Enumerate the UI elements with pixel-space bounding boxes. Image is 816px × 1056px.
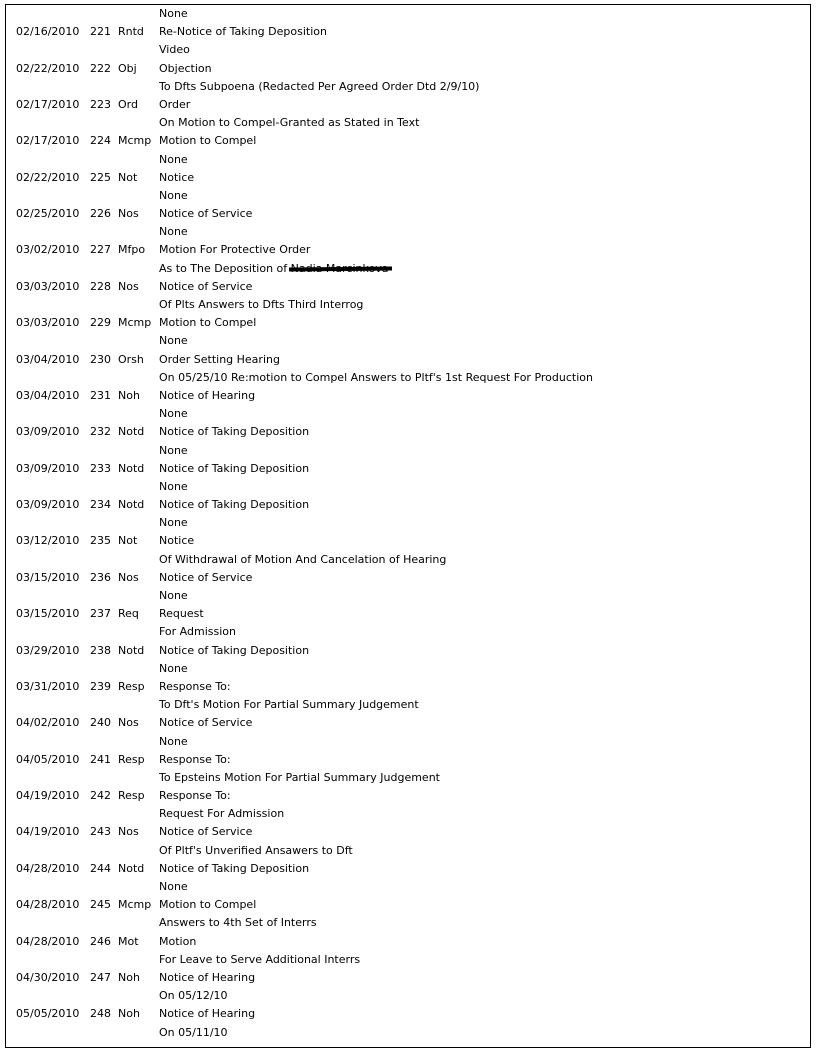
entry-number: 238 <box>90 643 111 657</box>
entry-detail-text: None <box>159 407 188 421</box>
entry-title: Response To: <box>159 789 231 803</box>
entry-title: Notice of Hearing <box>159 970 256 984</box>
entry-number: 235 <box>90 534 111 548</box>
entry-number: 233 <box>90 461 111 475</box>
entry-number: 246 <box>90 934 111 948</box>
entry-detail-text: To Dft's Motion For Partial Summary Judgement <box>159 698 419 712</box>
docket-entry-detail-row <box>16 987 808 1005</box>
entry-detail <box>159 114 419 132</box>
entry-title: Notice of Hearing <box>159 388 256 402</box>
entry-detail-text: For Leave to Serve Additional Interrs <box>159 952 361 966</box>
docket-entry-row <box>16 605 808 623</box>
entry-title: Notice of Taking Deposition <box>159 498 310 512</box>
entry-number: 227 <box>90 243 111 257</box>
entry-number: 236 <box>90 570 111 584</box>
entry-number: 225 <box>90 170 111 184</box>
entry-detail-text: Of Withdrawal of Motion And Cancelation of Hearing <box>159 552 447 566</box>
entry-detail-text: As to The Deposition of <box>159 261 288 275</box>
entry-code: Not <box>118 534 138 548</box>
docket-entry-row <box>16 205 808 223</box>
entry-code: Nos <box>118 207 139 221</box>
docket-entry-row <box>16 351 808 369</box>
docket-entry-detail-row <box>16 551 808 569</box>
entry-detail-text: None <box>159 225 188 239</box>
entry-title: Notice of Service <box>159 825 253 839</box>
docket-entry-detail-row <box>16 332 808 350</box>
entry-date: 03/31/2010 <box>16 679 80 693</box>
docket-entry-row <box>16 969 808 987</box>
entry-detail <box>159 405 188 423</box>
entry-code: Notd <box>118 461 145 475</box>
entry-number: 229 <box>90 316 111 330</box>
entry-number: 240 <box>90 716 111 730</box>
entry-detail <box>159 587 188 605</box>
entry-detail <box>159 1024 228 1042</box>
entry-date: 04/28/2010 <box>16 861 80 875</box>
entry-number: 239 <box>90 679 111 693</box>
entry-detail <box>159 623 236 641</box>
entry-title: Motion For Protective Order <box>159 243 311 257</box>
entry-detail-text: Of Pltf's Unverified Ansawers to Dft <box>159 843 353 857</box>
entry-detail-text: For Admission <box>159 625 236 639</box>
entry-date: 03/29/2010 <box>16 643 80 657</box>
entry-number: 243 <box>90 825 111 839</box>
docket-entry-detail-row <box>16 514 808 532</box>
entry-title: Motion to Compel <box>159 898 257 912</box>
entry-code: Ord <box>118 97 138 111</box>
docket-entry-detail-row <box>16 114 808 132</box>
entry-detail <box>159 260 388 278</box>
entry-code: Orsh <box>118 352 144 366</box>
lead-detail-line <box>16 5 808 23</box>
docket-entry-detail-row <box>16 41 808 59</box>
docket-entry-row <box>16 23 808 41</box>
entry-title: Notice <box>159 534 195 548</box>
entry-detail-text: Of Plts Answers to Dfts Third Interrog <box>159 298 364 311</box>
entry-number: 237 <box>90 607 111 621</box>
entry-code: Notd <box>118 425 145 439</box>
docket-entry-detail-row <box>16 187 808 205</box>
entry-title: Motion to Compel <box>159 316 257 330</box>
entry-detail <box>159 551 446 569</box>
entry-detail <box>159 951 360 969</box>
docket-entry-row <box>16 860 808 878</box>
entry-date: 04/05/2010 <box>16 752 80 766</box>
entry-detail-text: None <box>159 880 188 893</box>
entry-code: Notd <box>118 643 145 657</box>
entry-code: Nos <box>118 825 139 839</box>
entry-detail-text: Video <box>159 43 190 57</box>
entry-detail-text: To Epsteins Motion For Partial Summary Judgement <box>159 770 440 784</box>
entry-number: 244 <box>90 861 111 875</box>
entry-title: Motion to Compel <box>159 134 257 148</box>
docket-entry-detail-row <box>16 478 808 496</box>
entry-detail <box>159 187 188 205</box>
docket-entry-row <box>16 569 808 587</box>
docket-entry-detail-row <box>16 405 808 423</box>
entry-title: Notice of Service <box>159 716 253 730</box>
entry-detail-text: On 05/25/10 Re:motion to Compel Answers to Pltf's 1st Request For Production <box>159 370 593 384</box>
entry-detail-text: On 05/12/10 <box>159 989 228 1003</box>
entry-detail <box>159 78 479 96</box>
docket-entry-row <box>16 387 808 405</box>
entry-code: Notd <box>118 498 145 512</box>
entry-detail <box>159 478 188 496</box>
entry-detail <box>159 296 363 314</box>
entry-number: 223 <box>90 97 111 111</box>
entry-number: 241 <box>90 752 111 766</box>
entry-code: Req <box>118 607 139 621</box>
entry-title: Notice of Taking Deposition <box>159 861 310 875</box>
entry-detail-text: None <box>159 661 188 675</box>
docket-entry-detail-row <box>16 587 808 605</box>
entry-date: 03/04/2010 <box>16 388 80 402</box>
entry-date: 02/16/2010 <box>16 25 80 39</box>
entry-date: 03/02/2010 <box>16 243 80 257</box>
docket-entry-detail-row <box>16 623 808 641</box>
entry-date: 05/05/2010 <box>16 1007 80 1021</box>
docket-entry-detail-row <box>16 78 808 96</box>
entry-title: Notice of Taking Deposition <box>159 425 310 439</box>
entry-date: 02/17/2010 <box>16 97 80 111</box>
entry-date: 03/04/2010 <box>16 352 80 366</box>
entry-title: Response To: <box>159 679 231 693</box>
entry-title: Objection <box>159 61 212 75</box>
entry-date: 02/25/2010 <box>16 207 80 221</box>
entry-detail <box>159 660 188 678</box>
entry-title: Notice of Service <box>159 279 253 293</box>
entry-title: Request <box>159 607 204 621</box>
entry-detail <box>159 514 188 532</box>
docket-entry-row <box>16 241 808 259</box>
entry-code: Noh <box>118 1007 140 1021</box>
docket-entry-row <box>16 314 808 332</box>
docket-entry-detail-row <box>16 696 808 714</box>
entry-date: 04/02/2010 <box>16 716 80 730</box>
entry-code: Mfpo <box>118 243 146 257</box>
entry-code: Nos <box>118 570 139 584</box>
entry-number: 230 <box>90 352 111 366</box>
entry-code: Resp <box>118 752 145 766</box>
entry-detail <box>159 733 188 751</box>
docket-entry-row <box>16 460 808 478</box>
entry-code: Nos <box>118 716 139 730</box>
entry-detail <box>159 805 284 823</box>
entry-detail-text: None <box>159 589 188 602</box>
docket-entry-row <box>16 96 808 114</box>
docket-entry-row <box>16 642 808 660</box>
entry-detail <box>159 41 190 59</box>
docket-entry-detail-row <box>16 223 808 241</box>
docket-entry-row <box>16 132 808 150</box>
docket-entry-detail-row <box>16 878 808 896</box>
entry-code: Mot <box>118 934 139 948</box>
entry-title: Order Setting Hearing <box>159 352 280 366</box>
docket-entry-detail-row <box>16 951 808 969</box>
entry-date: 04/28/2010 <box>16 898 80 912</box>
entry-detail-text: None <box>159 152 188 166</box>
entry-date: 03/03/2010 <box>16 316 80 330</box>
entry-code: Obj <box>118 61 137 75</box>
docket-entry-row <box>16 169 808 187</box>
entry-number: 228 <box>90 279 111 293</box>
entry-number: 221 <box>90 25 111 39</box>
docket-entry-detail-row <box>16 151 808 169</box>
entry-title: Order <box>159 97 191 111</box>
docket-entry-detail-row <box>16 442 808 460</box>
entry-detail-text: None <box>159 516 188 530</box>
lead-detail: None <box>159 7 188 20</box>
docket-entry-row <box>16 532 808 550</box>
entry-title: Notice <box>159 170 195 184</box>
entry-detail-text: None <box>159 734 188 748</box>
entry-number: 247 <box>90 970 111 984</box>
entry-code: Rntd <box>118 25 144 39</box>
docket-entry-detail-row <box>16 369 808 387</box>
entry-number: 234 <box>90 498 111 512</box>
docket-entry-row <box>16 933 808 951</box>
entry-detail-text: None <box>159 188 188 202</box>
entry-date: 03/09/2010 <box>16 498 80 512</box>
entry-date: 03/09/2010 <box>16 461 80 475</box>
entry-number: 226 <box>90 207 111 221</box>
entry-detail <box>159 914 317 932</box>
docket-entry-row <box>16 751 808 769</box>
entry-detail <box>159 769 440 787</box>
entry-code: Mcmp <box>118 316 152 330</box>
entry-code: Noh <box>118 970 140 984</box>
docket-entry-row <box>16 423 808 441</box>
entry-detail-text: On 05/11/10 <box>159 1025 228 1039</box>
docket-entry-detail-row <box>16 805 808 823</box>
docket-entry-row <box>16 278 808 296</box>
docket-entry-row <box>16 678 808 696</box>
entry-date: 03/03/2010 <box>16 279 80 293</box>
entry-title: Notice of Service <box>159 207 253 221</box>
docket-entry-detail-row <box>16 914 808 932</box>
entry-code: Noh <box>118 388 140 402</box>
entry-detail-text: To Dfts Subpoena (Redacted Per Agreed Order Dtd 2/9/10) <box>159 79 480 93</box>
entry-detail-text: None <box>159 443 188 457</box>
entry-title: Response To: <box>159 752 231 766</box>
entry-number: 224 <box>90 134 111 148</box>
entry-code: Not <box>118 170 138 184</box>
redacted-name <box>291 260 389 278</box>
docket-entry-row <box>16 896 808 914</box>
docket-entry-detail-row <box>16 842 808 860</box>
entry-detail <box>159 223 188 241</box>
entry-detail <box>159 696 419 714</box>
docket-entry-row <box>16 714 808 732</box>
docket-entry-detail-row <box>16 260 808 278</box>
entry-code: Notd <box>118 861 145 875</box>
entry-title: Notice of Hearing <box>159 1007 256 1021</box>
entry-date: 04/19/2010 <box>16 789 80 803</box>
docket-entry-detail-row <box>16 733 808 751</box>
entry-title: Notice of Taking Deposition <box>159 461 310 475</box>
docket-entry-row <box>16 787 808 805</box>
entry-date: 04/28/2010 <box>16 934 80 948</box>
entry-title: Re-Notice of Taking Deposition <box>159 25 327 39</box>
entry-code: Resp <box>118 789 145 803</box>
entry-detail <box>159 151 188 169</box>
entry-detail <box>159 878 188 896</box>
docket-entry-row <box>16 60 808 78</box>
entry-title: Motion <box>159 934 197 948</box>
docket-entries <box>16 5 808 1042</box>
docket-entry-row <box>16 1005 808 1023</box>
entry-detail <box>159 442 188 460</box>
docket-entry-row <box>16 496 808 514</box>
docket-entry-detail-row <box>16 1024 808 1042</box>
entry-date: 04/19/2010 <box>16 825 80 839</box>
entry-code: Nos <box>118 279 139 293</box>
entry-number: 242 <box>90 789 111 803</box>
entry-detail <box>159 332 188 350</box>
entry-number: 231 <box>90 388 111 402</box>
entry-date: 03/15/2010 <box>16 607 80 621</box>
docket-entry-detail-row <box>16 660 808 678</box>
entry-number: 222 <box>90 61 111 75</box>
entry-number: 245 <box>90 898 111 912</box>
redaction-bar <box>289 266 392 271</box>
entry-detail-text: None <box>159 334 188 348</box>
docket-entry-detail-row <box>16 769 808 787</box>
entry-date: 03/09/2010 <box>16 425 80 439</box>
entry-detail <box>159 842 353 860</box>
entry-date: 02/22/2010 <box>16 61 80 75</box>
entry-date: 03/12/2010 <box>16 534 80 548</box>
entry-detail-text: Request For Admission <box>159 807 285 821</box>
entry-date: 02/17/2010 <box>16 134 80 148</box>
entry-detail <box>159 369 593 387</box>
entry-code: Mcmp <box>118 898 152 912</box>
entry-detail <box>159 987 228 1005</box>
entry-date: 04/30/2010 <box>16 970 80 984</box>
docket-entry-detail-row <box>16 296 808 314</box>
entry-number: 248 <box>90 1007 111 1021</box>
docket-entry-row <box>16 823 808 841</box>
entry-title: Notice of Service <box>159 570 253 584</box>
entry-date: 02/22/2010 <box>16 170 80 184</box>
entry-detail-text: None <box>159 479 188 493</box>
entry-code: Mcmp <box>118 134 152 148</box>
entry-code: Resp <box>118 679 145 693</box>
entry-date: 03/15/2010 <box>16 570 80 584</box>
entry-detail-text: On Motion to Compel-Granted as Stated in Text <box>159 116 420 130</box>
entry-detail-text: Answers to 4th Set of Interrs <box>159 916 317 930</box>
entry-number: 232 <box>90 425 111 439</box>
entry-title: Notice of Taking Deposition <box>159 643 310 657</box>
